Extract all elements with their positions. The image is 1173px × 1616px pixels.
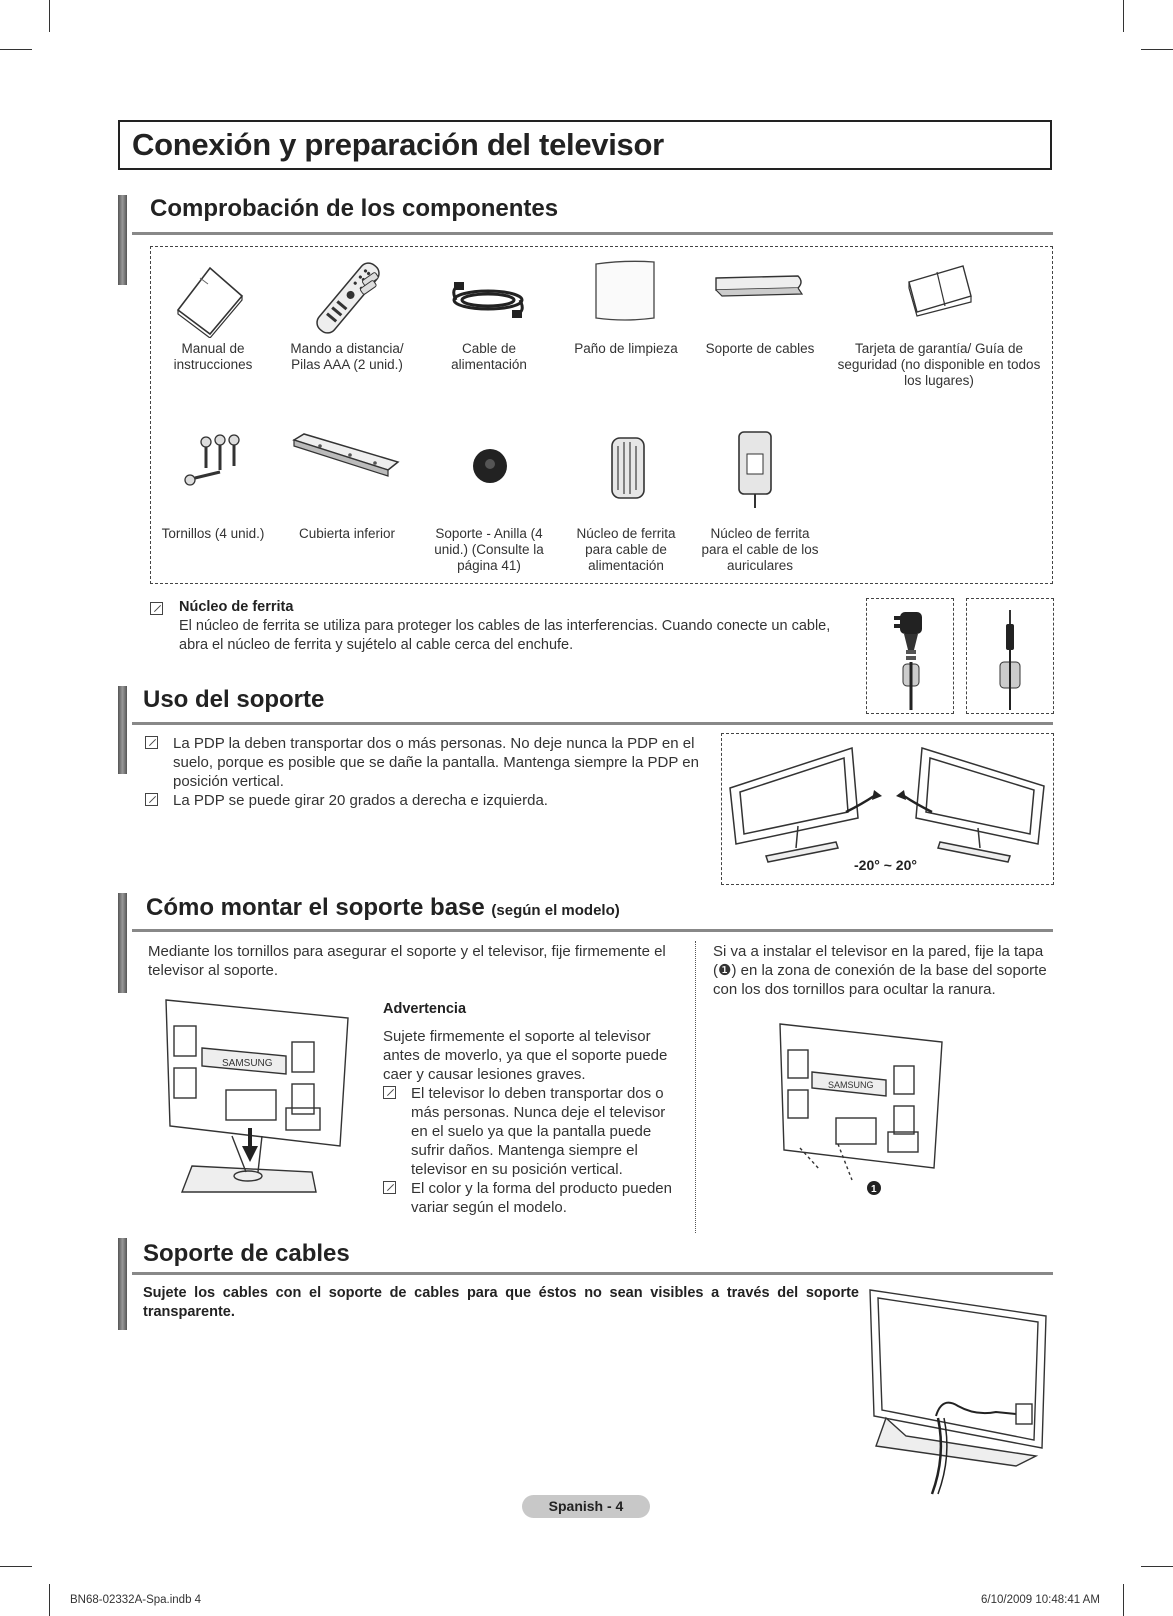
stand-note-2: [145, 791, 705, 810]
section-bar: [118, 893, 127, 993]
crop-mark: [49, 0, 50, 32]
cable-holder-text: Sujete los cables con el soporte de cables para que éstos no sean visibles a través del soporte transparente.: [143, 1285, 859, 1320]
cable-holder-icon: [712, 272, 808, 302]
section-bar: [118, 1238, 127, 1330]
ferrite-note-title: Núcleo de ferrita: [179, 599, 294, 615]
cover-icon: [290, 430, 402, 480]
brand-label: SAMSUNG: [222, 1058, 273, 1069]
tv-back-stand-illustration: [162, 996, 352, 1201]
component-label: Mando a distancia/ Pilas AAA (2 unid.): [290, 341, 404, 372]
crop-mark: [1123, 0, 1124, 32]
screws-icon: [180, 432, 250, 492]
crop-mark: [49, 1584, 50, 1616]
section-rule: [132, 722, 1053, 725]
wall-mount-text-b: ) en la zona de conexión de la base del soporte con los dos tornillos para ocultar la ranura.: [713, 962, 1047, 998]
note-icon: [150, 600, 163, 618]
crop-mark: [0, 1566, 32, 1567]
tv-back-cover-illustration: [776, 1020, 946, 1200]
component-label: Núcleo de ferrita para cable de alimentación: [576, 526, 676, 573]
section-bar: [118, 686, 127, 774]
note-icon: [145, 736, 158, 749]
crop-mark: [0, 49, 32, 50]
cloth-icon: [590, 256, 660, 326]
manual-icon: [170, 258, 250, 338]
section-rule: [132, 232, 1053, 235]
section-title-cable-holder: Soporte de cables: [143, 1240, 350, 1267]
section-bar: [118, 195, 127, 285]
wall-mount-text: [713, 942, 1053, 999]
warning-note-1-text: El televisor lo deben transportar dos o más personas. Nunca deje el televisor en el suelo ya que la pantalla puede sufrir daños. Mantenga siempre el televisor en su posición vertical.: [411, 1085, 666, 1178]
section-title-stand-use: Uso del soporte: [143, 686, 325, 713]
component-label: Cubierta inferior: [298, 526, 396, 541]
section-title-components: Comprobación de los componentes: [150, 195, 559, 222]
warning-note-2-text: El color y la forma del producto pueden variar según el modelo.: [411, 1180, 672, 1216]
power-plug-ferrite-icon: [890, 606, 930, 710]
ferrite-note-text: El núcleo de ferrita se utiliza para proteger los cables de las interferencias. Cuando conecte un cable, abra el núcleo de ferrita y sujételo al cable cerca del enchufe.: [179, 618, 831, 653]
warning-note-2: [383, 1179, 673, 1217]
section-title-suffix: (según el modelo): [491, 902, 620, 919]
ferrite-note: [179, 598, 839, 655]
power-cable-icon: [448, 270, 528, 330]
section-title-base-stand-text: Cómo montar el soporte base: [146, 894, 485, 921]
svg-text:1: 1: [871, 1184, 877, 1195]
ring-icon: [470, 446, 510, 486]
warning-note-1: [383, 1084, 673, 1179]
section-rule: [132, 1272, 1053, 1275]
base-intro: Mediante los tornillos para asegurar el soporte y el televisor, fije firmemente el televisor al soporte.: [148, 943, 666, 979]
component-label: Manual de instrucciones: [173, 341, 253, 372]
component-label: Tornillos (4 unid.): [161, 526, 265, 541]
component-label: Núcleo de ferrita para el cable de los auriculares: [701, 526, 819, 573]
ferrite-power-icon: [606, 432, 650, 504]
warning-block: [383, 1000, 673, 1217]
rotation-angle-label: -20° ~ 20°: [854, 857, 917, 873]
tv-rotation-illustration: [726, 738, 1048, 866]
warning-title: Advertencia: [383, 1001, 467, 1017]
stand-note-1-text: La PDP la deben transportar dos o más personas. No deje nunca la PDP en el suelo, porque es posible que se dañe la pantalla. Mantenga siempre la PDP en posición vertical.: [173, 735, 699, 790]
page-number-badge: Spanish - 4: [522, 1495, 650, 1518]
headphone-jack-ferrite-icon: [990, 606, 1030, 710]
section-rule: [132, 929, 1053, 932]
component-label: Tarjeta de garantía/ Guía de seguridad (no disponible en todos los lugares): [837, 341, 1041, 388]
warranty-icon: [905, 262, 977, 318]
crop-mark: [1123, 1584, 1124, 1616]
remote-icon: [308, 258, 388, 338]
note-icon: [383, 1181, 396, 1194]
note-icon: [145, 793, 158, 806]
page-title-box: [118, 120, 1052, 170]
component-label: Soporte - Anilla (4 unid.) (Consulte la página 41): [434, 526, 544, 573]
page-title: Conexión y preparación del televisor: [132, 127, 664, 162]
stand-note-2-text: La PDP se puede girar 20 grados a derecha e izquierda.: [173, 792, 548, 809]
component-label: Soporte de cables: [705, 341, 815, 356]
wall-mount-text-a: Si va a instalar el televisor en la pared, fije la tapa (: [713, 943, 1044, 979]
footer-file-name: BN68-02332A-Spa.indb 4: [70, 1594, 202, 1606]
ferrite-headphone-icon: [733, 428, 777, 512]
wall-marker: ❶: [718, 962, 732, 979]
brand-label: SAMSUNG: [828, 1080, 874, 1090]
footer-timestamp: 6/10/2009 10:48:41 AM: [981, 1594, 1100, 1606]
tv-cable-holder-illustration: [866, 1286, 1056, 1496]
component-label: Paño de limpieza: [574, 341, 678, 356]
note-icon: [383, 1086, 396, 1099]
component-label: Cable de alimentación: [451, 341, 527, 372]
column-divider: [695, 941, 696, 1233]
stand-note-1: [145, 734, 705, 791]
crop-mark: [1141, 49, 1173, 50]
crop-mark: [1141, 1566, 1173, 1567]
section-title-base-stand: [146, 894, 620, 922]
stand-notes: [145, 734, 705, 810]
warning-text: Sujete firmemente el soporte al televisor antes de moverlo, ya que el soporte puede caer y causar lesiones graves.: [383, 1028, 668, 1083]
